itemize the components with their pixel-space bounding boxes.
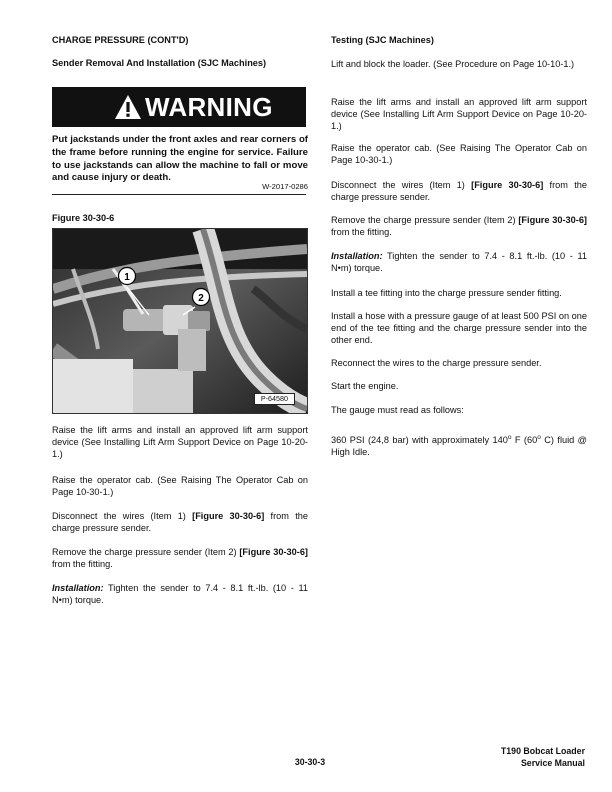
test-step-install-tee: Install a tee fitting into the charge pressure sender fitting. [331, 288, 562, 298]
step-installation-torque: Installation: Tighten the sender to 7.4 - 8.1 ft.-lb. (10 - 11 N•m) torque. [52, 583, 308, 606]
section-heading: CHARGE PRESSURE (CONT'D) [52, 35, 189, 45]
step-remove-sender: Remove the charge pressure sender (Item 2) [Figure 30-30-6] from the fitting. [52, 547, 308, 570]
testing-heading: Testing (SJC Machines) [331, 35, 434, 45]
test-step-raise-cab: Raise the operator cab. (See Raising The Operator Cab on Page 10-30-1.) [331, 143, 587, 166]
test-step-block-loader: Lift and block the loader. (See Procedure on Page 10-10-1.) [331, 59, 575, 69]
warning-divider [52, 194, 306, 195]
callout-1: 1 [124, 272, 130, 283]
manual-name: Service Manual [520, 758, 585, 768]
photo-number: P-64580 [254, 393, 295, 405]
test-step-gauge-intro: The gauge must read as follows: [331, 405, 464, 415]
installation-label: Installation: [331, 251, 383, 261]
warning-code: W-2017-0286 [262, 182, 308, 191]
test-step-remove-sender: Remove the charge pressure sender (Item 2) [Figure 30-30-6] from the fitting. [331, 215, 587, 238]
subsection-heading: Sender Removal And Installation (SJC Machines) [52, 58, 267, 68]
installation-label: Installation: [52, 583, 104, 593]
figure-photo [52, 228, 308, 414]
callout-2: 2 [198, 293, 204, 304]
warning-word: WARNING [145, 92, 273, 122]
engine-photo-illustration [53, 229, 307, 413]
step-raise-cab: Raise the operator cab. (See Raising The Operator Cab on Page 10-30-1.) [52, 475, 308, 498]
figure-reference: [Figure 30-30-6] [518, 215, 587, 225]
figure-reference: [Figure 30-30-6] [471, 180, 544, 190]
page-number: 30-30-3 [294, 757, 326, 767]
warning-triangle-icon [114, 94, 142, 120]
test-step-install-hose: Install a hose with a pressure gauge of at least 500 PSI on one end of the tee fitting and the charge pressure sender into the other end. [331, 311, 587, 346]
test-step-installation-torque: Installation: Tighten the sender to 7.4 - 8.1 ft.-lb. (10 - 11 N•m) torque. [331, 251, 587, 274]
test-step-disconnect-wires: Disconnect the wires (Item 1) [Figure 30-30-6] from the charge pressure sender. [331, 180, 587, 203]
warning-banner [52, 87, 306, 127]
warning-text: Put jackstands under the front axles and rear corners of the frame before running the engine for service. Failure to use jackstands can allow the machine to fall or move and cause injury or death. [52, 134, 308, 184]
figure-label: Figure 30-30-6 [52, 213, 115, 223]
figure-reference: [Figure 30-30-6] [192, 511, 265, 521]
manual-footer [501, 745, 585, 769]
test-step-reconnect-wires: Reconnect the wires to the charge pressure sender. [331, 358, 542, 368]
step-raise-lift-arms: Raise the lift arms and install an approved lift arm support device (See Installing Lift Arm Support Device on Page 10-20-1.) [52, 425, 308, 460]
step-disconnect-wires: Disconnect the wires (Item 1) [Figure 30-30-6] from the charge pressure sender. [52, 511, 308, 534]
test-step-start-engine: Start the engine. [331, 381, 399, 391]
test-step-gauge-reading: 360 PSI (24,8 bar) with approximately 140$^o$ F (60$^o$ C) fluid @ High Idle. [331, 434, 587, 458]
figure-reference: [Figure 30-30-6] [239, 547, 308, 557]
test-step-raise-lift-arms: Raise the lift arms and install an approved lift arm support device (See Installing Lift Arm Support Device on Page 10-20-1.) [331, 97, 587, 132]
machine-name: T190 Bobcat Loader [500, 746, 585, 756]
